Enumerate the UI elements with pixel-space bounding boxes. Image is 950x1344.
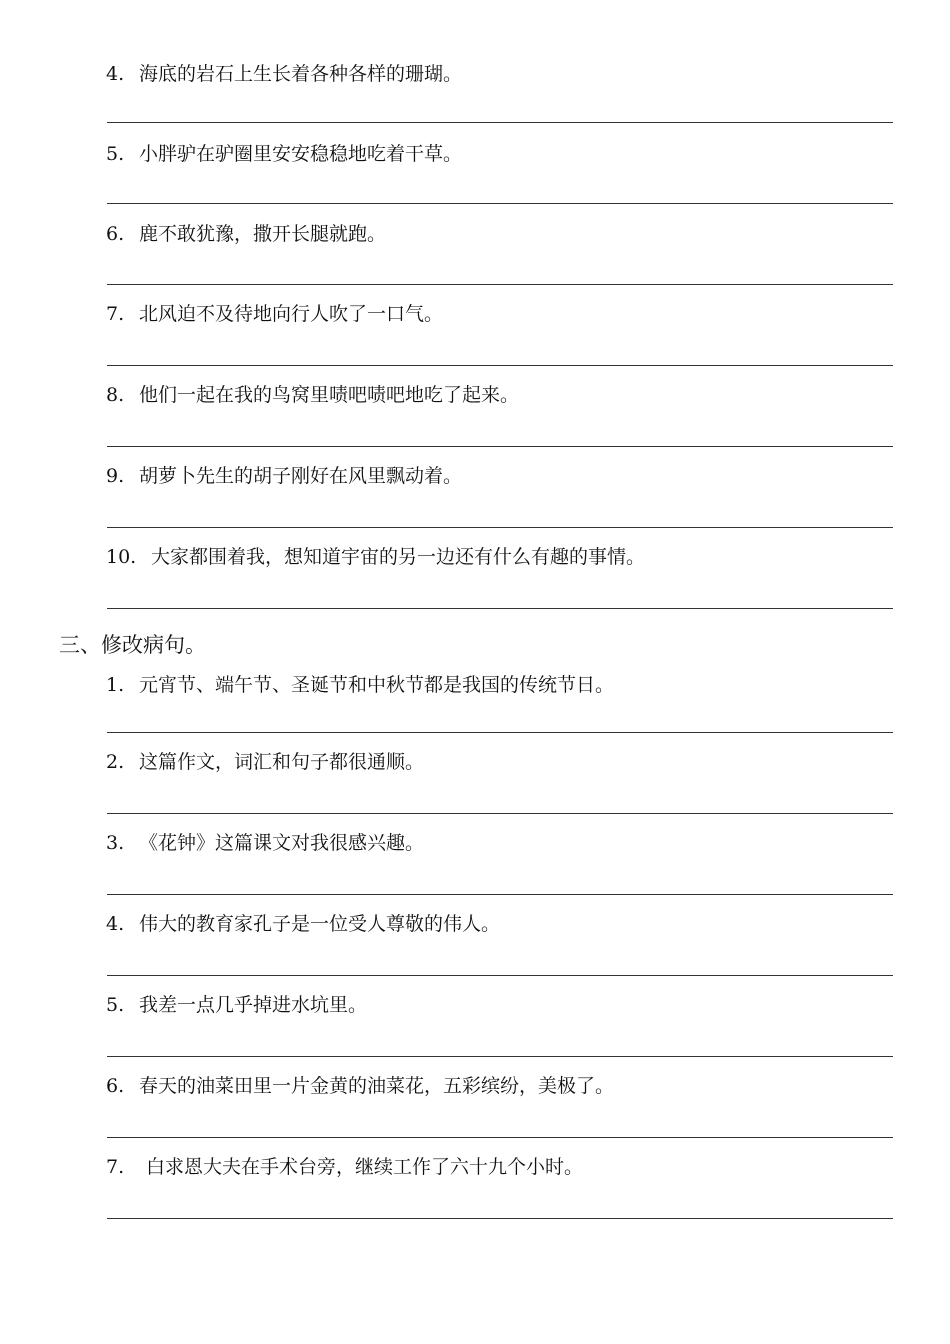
question-text: 我差一点几乎掉进水坑里。	[139, 994, 368, 1016]
answer-line[interactable]	[107, 203, 893, 204]
question-number: 5.	[106, 994, 125, 1016]
question-text: 《花钟》这篇课文对我很感兴趣。	[139, 832, 425, 854]
question-text: 元宵节、端午节、圣诞节和中秋节都是我国的传统节日。	[139, 674, 615, 696]
question-number: 2.	[106, 751, 125, 773]
answer-line[interactable]	[107, 813, 893, 814]
answer-line[interactable]	[107, 122, 893, 123]
question-text: 他们一起在我的鸟窝里啧吧啧吧地吃了起来。	[139, 384, 520, 406]
answer-line[interactable]	[107, 894, 893, 895]
question-text: 小胖驴在驴圈里安安稳稳地吃着干草。	[139, 143, 463, 165]
answer-line[interactable]	[107, 975, 893, 976]
answer-line[interactable]	[107, 365, 893, 366]
section-heading: 三、修改病句。	[59, 633, 206, 657]
question-number: 4.	[106, 63, 125, 85]
answer-line[interactable]	[107, 1218, 893, 1219]
answer-line[interactable]	[107, 1137, 893, 1138]
question-number: 4.	[106, 913, 125, 935]
question-text: 大家都围着我，想知道宇宙的另一边还有什么有趣的事情。	[151, 546, 646, 568]
answer-line[interactable]	[107, 732, 893, 733]
question-text: 春天的油菜田里一片金黄的油菜花，五彩缤纷，美极了。	[139, 1075, 615, 1097]
question-number: 6.	[106, 223, 125, 245]
question-number: 9.	[106, 465, 125, 487]
question-text: 这篇作文，词汇和句子都很通顺。	[139, 751, 425, 773]
question-text: 胡萝卜先生的胡子刚好在风里飘动着。	[139, 465, 463, 487]
question-number: 7.	[106, 1156, 125, 1178]
question-text: 伟大的教育家孔子是一位受人尊敬的伟人。	[139, 913, 501, 935]
question-text: 鹿不敢犹豫，撒开长腿就跑。	[139, 223, 387, 245]
answer-line[interactable]	[107, 1056, 893, 1057]
question-number: 3.	[106, 832, 125, 854]
question-number: 8.	[106, 384, 125, 406]
question-text: 北风迫不及待地向行人吹了一口气。	[139, 303, 444, 325]
question-number: 1.	[106, 674, 125, 696]
question-text: 海底的岩石上生长着各种各样的珊瑚。	[139, 63, 463, 85]
answer-line[interactable]	[107, 284, 893, 285]
question-number: 10.	[106, 546, 137, 568]
answer-line[interactable]	[107, 446, 893, 447]
question-number: 5.	[106, 143, 125, 165]
question-number: 6.	[106, 1075, 125, 1097]
answer-line[interactable]	[107, 608, 893, 609]
answer-line[interactable]	[107, 527, 893, 528]
question-text: 白求恩大夫在手术台旁，继续工作了六十九个小时。	[146, 1156, 584, 1178]
question-number: 7.	[106, 303, 125, 325]
